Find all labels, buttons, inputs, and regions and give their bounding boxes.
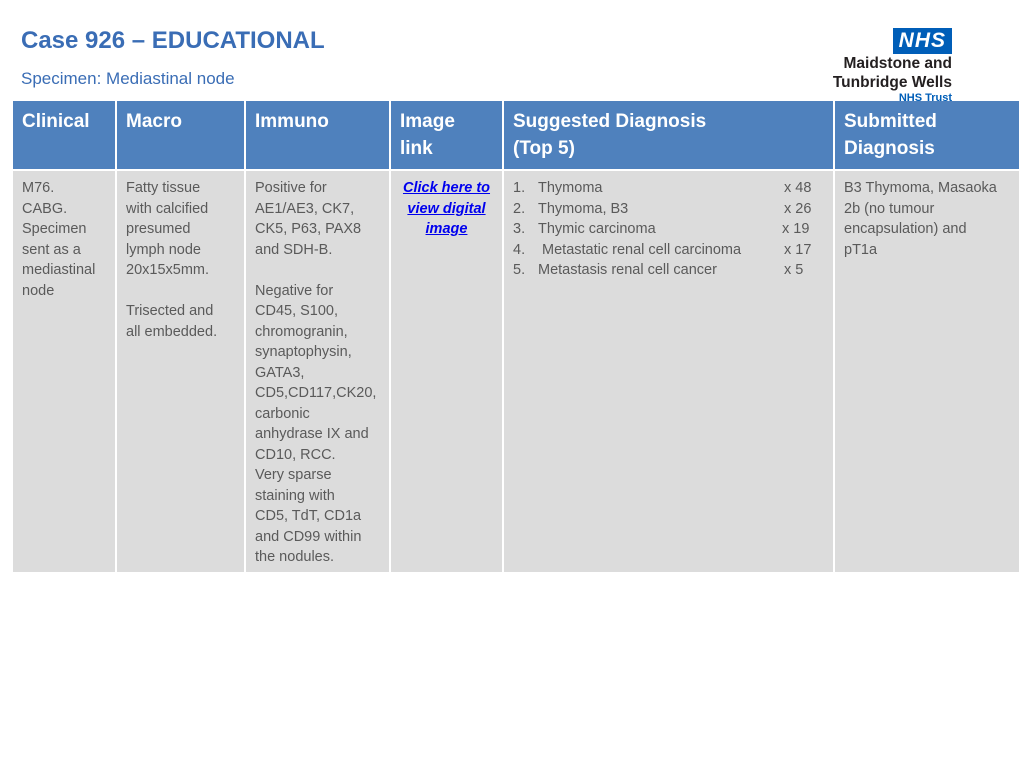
immuno-line: CD5,CD117,CK20,: [255, 385, 377, 401]
header-clinical: Clinical: [13, 101, 116, 170]
nhs-trust-logo: [812, 28, 952, 101]
image-link-cell: [390, 170, 503, 573]
diagnosis-name: Metastasis renal cell cancer: [538, 262, 717, 278]
immuno-line: GATA3,: [255, 364, 305, 381]
list-item: [513, 260, 824, 281]
suggested-diagnosis-cell: [503, 170, 834, 573]
submitted-line: pT1a: [844, 241, 878, 258]
diagnosis-rank: 5.: [513, 262, 526, 278]
logo-line-3: NHS Trust: [898, 92, 952, 101]
diagnosis-count: x 48: [784, 180, 812, 196]
clinical-line: node: [22, 282, 55, 299]
macro-line: Fatty tissue: [126, 180, 201, 196]
paragraph-gap: [255, 260, 380, 281]
clinical-line: mediastinal: [22, 262, 96, 278]
view-digital-image-link[interactable]: [400, 178, 493, 240]
diagnosis-count: x 5: [784, 262, 804, 278]
link-line[interactable]: view digital: [407, 200, 486, 217]
immuno-line: and CD99 within: [255, 528, 362, 545]
immuno-line: Positive for: [255, 180, 327, 196]
header-suggested-diagnosis: [503, 101, 834, 170]
diagnosis-name: Thymic carcinoma: [538, 221, 656, 237]
immuno-line: AE1/AE3, CK7,: [255, 200, 355, 217]
immuno-line: chromogranin,: [255, 323, 348, 340]
macro-line: presumed: [126, 221, 191, 237]
immuno-line: CK5, P63, PAX8: [255, 221, 362, 237]
immuno-line: CD10, RCC.: [255, 446, 336, 463]
immuno-line: and SDH-B.: [255, 241, 333, 258]
macro-line: all embedded.: [126, 323, 218, 340]
immuno-line: synaptophysin,: [255, 344, 352, 360]
diagnosis-rank: 1.: [513, 180, 526, 196]
submitted-line: 2b (no tumour: [844, 200, 935, 217]
diagnosis-rank: 3.: [513, 221, 526, 237]
logo-line-2: Tunbridge Wells: [832, 74, 952, 91]
specimen-subtitle: Specimen: Mediastinal node: [21, 69, 235, 88]
header-macro: Macro: [116, 101, 245, 170]
immuno-line: CD45, S100,: [255, 303, 339, 319]
diagnosis-rank: 2.: [513, 200, 526, 217]
diagnosis-count: x 26: [784, 200, 812, 217]
paragraph-gap: [126, 281, 235, 302]
header-submitted-diagnosis: [834, 101, 1019, 170]
macro-line: Trisected and: [126, 303, 214, 319]
diagnosis-rank: 4.: [513, 241, 526, 258]
clinical-line: M76.: [22, 180, 55, 196]
link-line[interactable]: image: [425, 221, 468, 237]
page-title: Case 926 – EDUCATIONAL: [21, 27, 325, 54]
list-item: [513, 178, 824, 199]
table-header-row: [13, 101, 1019, 170]
immuno-line: the nodules.: [255, 549, 335, 565]
macro-cell: [116, 170, 245, 573]
diagnosis-name: Thymoma: [538, 180, 603, 196]
immuno-line: staining with: [255, 487, 335, 504]
submitted-line: B3 Thymoma, Masaoka: [844, 180, 997, 196]
immuno-line: Very sparse: [255, 467, 332, 483]
table-row: [13, 170, 1019, 573]
list-item: [513, 219, 824, 240]
diagnosis-name: Metastatic renal cell carcinoma: [538, 241, 742, 258]
immuno-line: CD5, TdT, CD1a: [255, 508, 362, 524]
header-submitted-text: Submitted Diagnosis: [844, 111, 937, 159]
diagnosis-name: Thymoma, B3: [538, 200, 629, 217]
submitted-line: encapsulation) and: [844, 221, 967, 237]
immuno-line: anhydrase IX and: [255, 426, 369, 442]
list-item: [513, 240, 824, 261]
clinical-line: Specimen: [22, 221, 87, 237]
immuno-cell: [245, 170, 390, 573]
logo-line-1: Maidstone and: [843, 55, 952, 72]
clinical-cell: [13, 170, 116, 573]
immuno-line: Negative for: [255, 282, 334, 299]
macro-line: lymph node: [126, 241, 201, 258]
submitted-diagnosis-cell: [834, 170, 1019, 573]
header-immuno: Immuno: [245, 101, 390, 170]
list-item: [513, 199, 824, 220]
diagnosis-count: x 19: [782, 221, 810, 237]
macro-line: with calcified: [126, 200, 209, 217]
header-suggested-text: Suggested Diagnosis (Top 5): [513, 111, 707, 159]
diagnosis-count: x 17: [784, 241, 812, 258]
nhs-logo-badge: NHS: [893, 28, 952, 54]
header-image-link: [390, 101, 503, 170]
link-line[interactable]: Click here to: [402, 180, 491, 196]
clinical-line: sent as a: [22, 241, 81, 258]
immuno-line: carbonic: [255, 405, 310, 422]
header-image-link-text: Image link: [400, 111, 455, 159]
clinical-line: CABG.: [22, 200, 68, 217]
case-table: [13, 101, 1019, 574]
macro-line: 20x15x5mm.: [126, 262, 210, 278]
